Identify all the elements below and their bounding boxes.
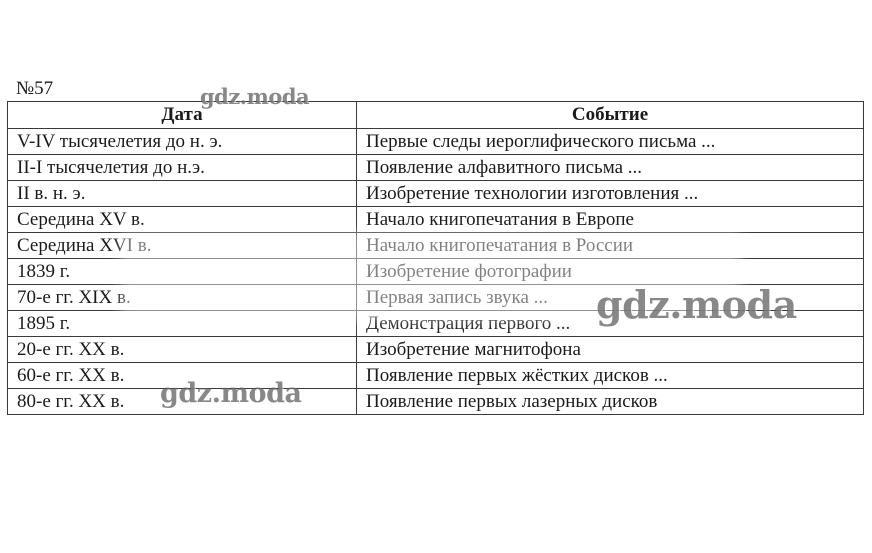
event-cell: Первые следы иероглифического письма ... — [357, 129, 864, 155]
event-cell: Изобретение магнитофона — [357, 337, 864, 363]
table-row — [8, 207, 864, 233]
table-row — [8, 337, 864, 363]
event-cell: Начало книгопечатания в Европе — [357, 207, 864, 233]
header-event: Событие — [357, 102, 864, 129]
date-cell: 60-е гг. XX в. — [8, 363, 357, 389]
date-cell: 70-е гг. XIX в. — [8, 285, 357, 311]
event-cell: Первая запись звука ... — [357, 285, 864, 311]
watermark: gdz.moda — [596, 282, 797, 327]
table-row — [8, 311, 864, 337]
table-header-row — [8, 102, 864, 129]
date-cell: Середина XV в. — [8, 207, 357, 233]
event-cell: Появление первых жёстких дисков ... — [357, 363, 864, 389]
event-cell: Изобретение фотографии — [357, 259, 864, 285]
date-cell: 20-е гг. XX в. — [8, 337, 357, 363]
table-row — [8, 363, 864, 389]
watermark: gdz.moda — [160, 378, 302, 409]
table-row — [8, 181, 864, 207]
event-cell: Демонстрация первого ... — [357, 311, 864, 337]
event-cell: Появление первых лазерных дисков — [357, 389, 864, 415]
watermark: gdz.moda — [200, 84, 310, 109]
date-cell: Середина XVI в. — [8, 233, 357, 259]
date-cell: 80-е гг. XX в. — [8, 389, 357, 415]
task-number: №57 — [16, 78, 54, 99]
table-row — [8, 233, 864, 259]
table-row — [8, 285, 864, 311]
event-cell: Появление алфавитного письма ... — [357, 155, 864, 181]
event-cell: Изобретение технологии изготовления ... — [357, 181, 864, 207]
date-cell: 1895 г. — [8, 311, 357, 337]
event-cell: Начало книгопечатания в России — [357, 233, 864, 259]
date-cell: 1839 г. — [8, 259, 357, 285]
table-row — [8, 259, 864, 285]
table-row — [8, 129, 864, 155]
date-cell: V-IV тысячелетия до н. э. — [8, 129, 357, 155]
header-date: Дата — [8, 102, 357, 129]
table-row — [8, 389, 864, 415]
date-cell: II в. н. э. — [8, 181, 357, 207]
date-cell: II-I тысячелетия до н.э. — [8, 155, 357, 181]
events-table — [7, 101, 864, 415]
table-row — [8, 155, 864, 181]
